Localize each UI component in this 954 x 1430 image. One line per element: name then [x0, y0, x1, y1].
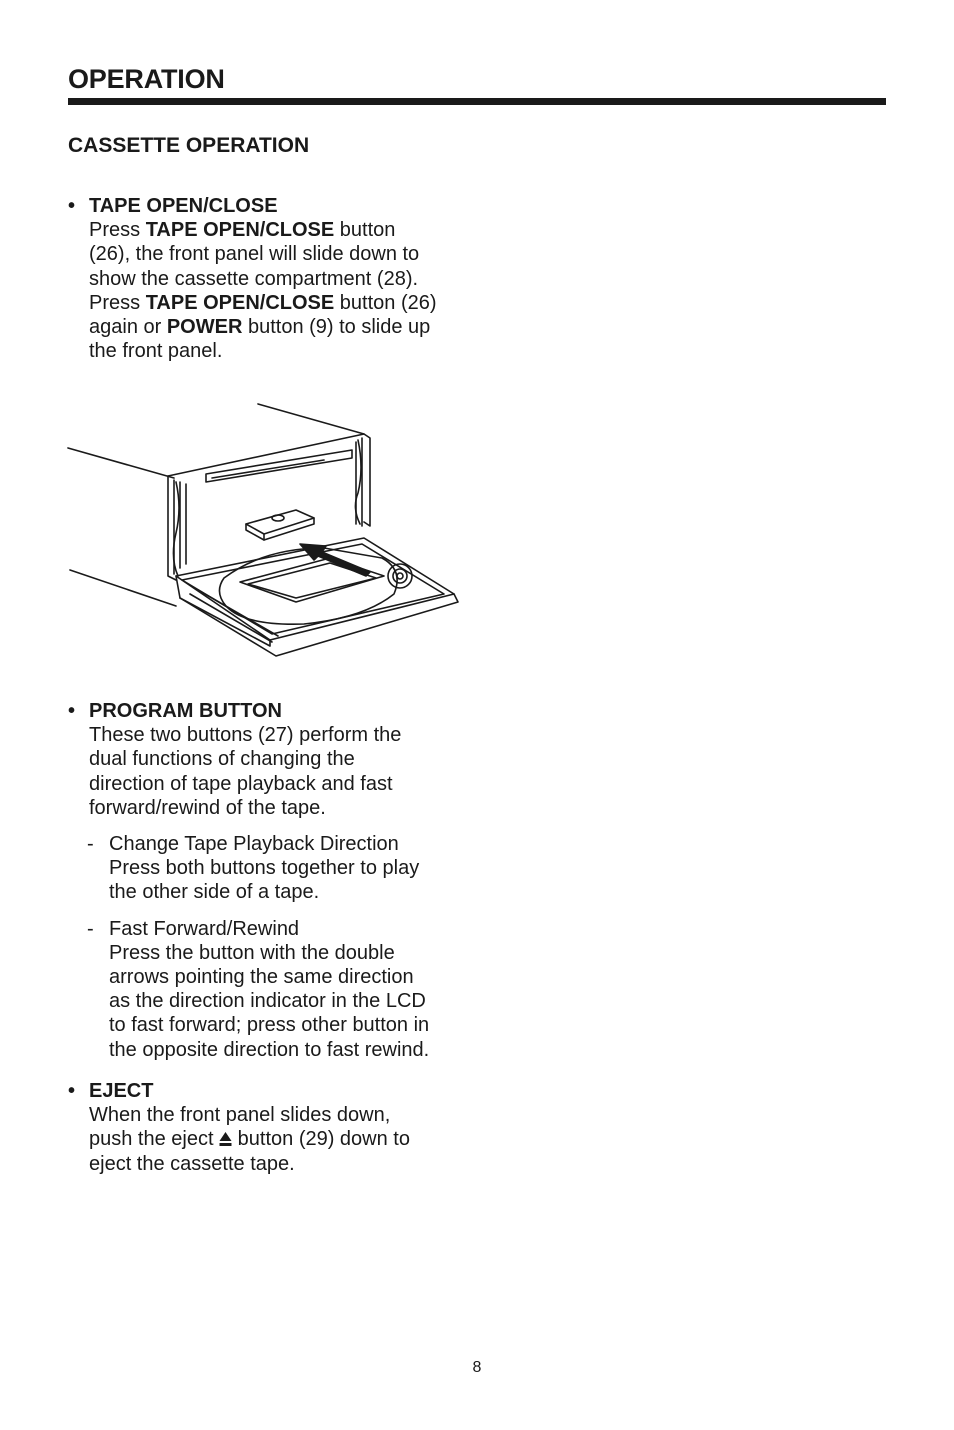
body-line: forward/rewind of the tape. [89, 796, 326, 819]
body-line: eject the cassette tape. [89, 1152, 295, 1175]
body-line: These two buttons (27) perform the [89, 724, 402, 747]
eject-icon [219, 1131, 232, 1147]
page-title: OPERATION [68, 64, 225, 94]
tape-open-close-item [68, 194, 488, 363]
program-button-item [68, 699, 488, 1062]
dash: - [87, 833, 94, 856]
subitem-fast-forward-rewind [68, 917, 488, 1062]
dash: - [87, 917, 94, 940]
subitem-change-direction [68, 832, 488, 905]
bullet: • [68, 700, 76, 722]
body-line: again or POWER button (9) to slide up [89, 316, 431, 339]
body-line: Press TAPE OPEN/CLOSE button (26) [89, 291, 437, 314]
body-line: Press TAPE OPEN/CLOSE button [89, 219, 396, 242]
body-line: the other side of a tape. [109, 881, 320, 904]
bullet: • [68, 1080, 76, 1102]
eject-item [68, 1079, 488, 1176]
body-line: Press both buttons together to play [109, 857, 420, 880]
body-line: (26), the front panel will slide down to [89, 243, 420, 266]
subitem-title: Fast Forward/Rewind [109, 917, 300, 940]
body-line: show the cassette compartment (28). [89, 267, 419, 290]
body-line: the front panel. [89, 340, 223, 363]
body-line: to fast forward; press other button in [109, 1014, 430, 1037]
subitem-title: Change Tape Playback Direction [109, 833, 399, 856]
item-heading: PROGRAM BUTTON [89, 700, 282, 722]
body-line: as the direction indicator in the LCD [109, 990, 426, 1013]
page-number: 8 [472, 1359, 482, 1376]
item-heading: EJECT [89, 1080, 154, 1102]
body-line: When the front panel slides down, [89, 1104, 391, 1127]
section-heading: CASSETTE OPERATION [68, 134, 310, 157]
body-line: direction of tape playback and fast [89, 772, 393, 795]
item-heading: TAPE OPEN/CLOSE [89, 195, 278, 217]
body-line: Press the button with the double [109, 941, 395, 964]
body-line: arrows pointing the same direction [109, 966, 414, 989]
body-line: dual functions of changing the [89, 748, 355, 771]
cassette-compartment-illustration [64, 398, 464, 660]
bullet: • [68, 195, 76, 217]
title-rule [68, 98, 886, 105]
body-line: push the eject button (29) down to [89, 1128, 410, 1151]
body-line: the opposite direction to fast rewind. [109, 1038, 430, 1061]
